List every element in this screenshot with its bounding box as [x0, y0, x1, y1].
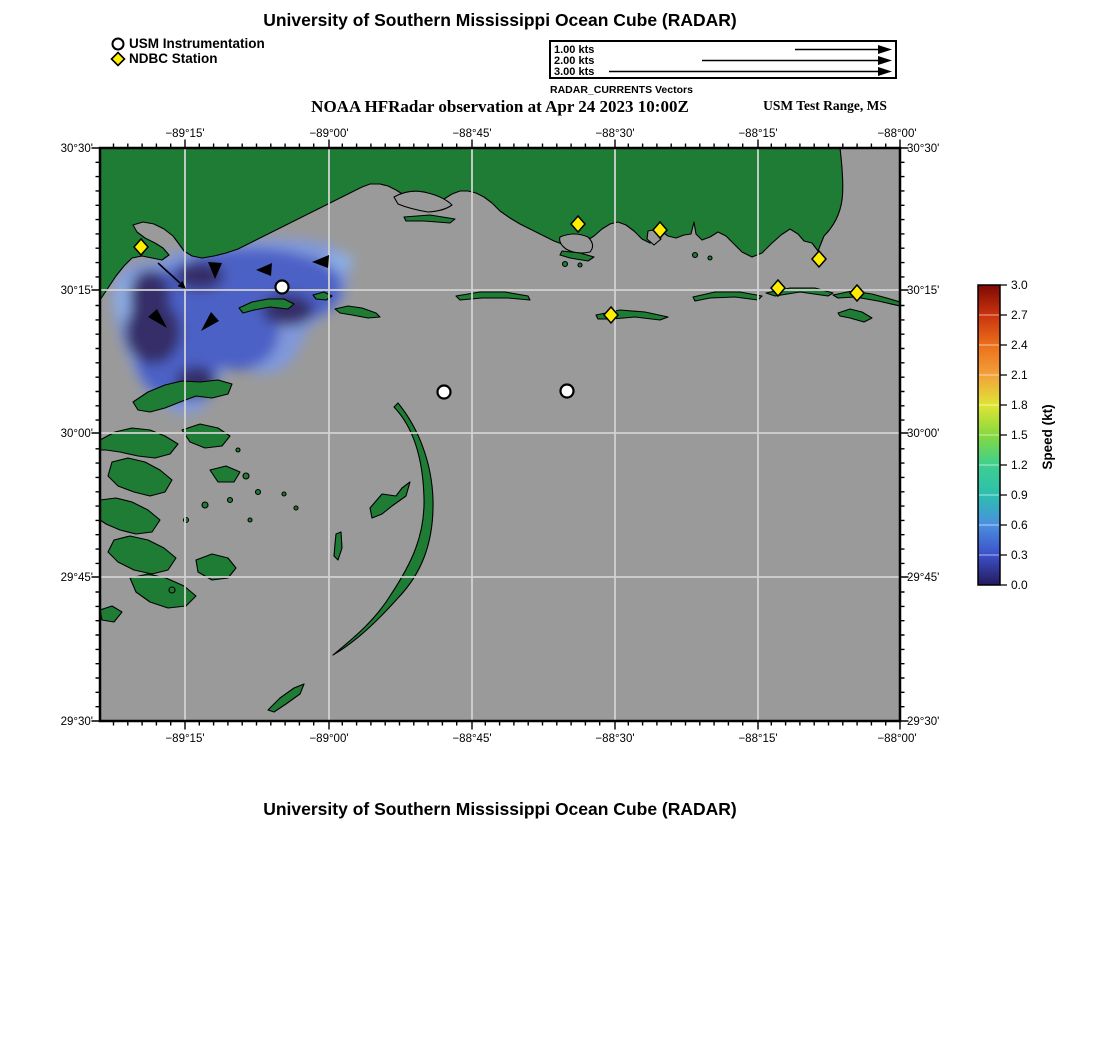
marker-legend — [110, 36, 265, 66]
vector-scale-arrows — [551, 42, 895, 77]
lat-label-left: 30°00' — [60, 428, 93, 440]
colorbar-tick-label: 0.9 — [1011, 488, 1028, 502]
vector-label-2: 2.00 kts — [554, 55, 595, 67]
bottom-title: University of Southern Mississippi Ocean Cube (RADAR) — [263, 799, 737, 819]
lat-label-left: 30°30' — [60, 143, 93, 155]
lat-label-left: 30°15' — [60, 285, 93, 297]
arrowhead-2kt-icon — [878, 56, 892, 65]
page-title: University of Southern Mississippi Ocean Cube (RADAR) — [263, 10, 737, 30]
colorbar-tick-label: 2.7 — [1011, 308, 1028, 322]
lon-label-top: −88°45' — [452, 128, 492, 140]
lat-label-left: 29°45' — [60, 572, 93, 584]
arrowhead-3kt-icon — [878, 67, 892, 76]
ndbc-diamond-icon — [110, 51, 126, 67]
colorbar — [978, 278, 1055, 592]
colorbar-tick-label: 0.3 — [1011, 548, 1028, 562]
arrowhead-1kt-icon — [878, 45, 892, 54]
lon-label-bottom: −89°15' — [165, 733, 205, 745]
colorbar-tick-labels — [1011, 278, 1028, 592]
lon-label-top: −89°00' — [309, 128, 349, 140]
lon-label-top: −88°15' — [738, 128, 778, 140]
lon-label-bottom: −88°15' — [738, 733, 778, 745]
colorbar-tick-label: 0.6 — [1011, 518, 1028, 532]
vector-scale-legend — [549, 40, 897, 79]
colorbar-tick-label: 1.8 — [1011, 398, 1028, 412]
lat-label-left: 29°30' — [60, 716, 93, 728]
lon-label-bottom: −88°00' — [877, 733, 917, 745]
lat-label-right: 30°30' — [907, 143, 940, 155]
colorbar-axis-label: Speed (kt) — [1040, 404, 1055, 470]
lon-label-top: −88°00' — [877, 128, 917, 140]
usm-instrumentation-marker — [276, 281, 289, 294]
lon-label-bottom: −89°00' — [309, 733, 349, 745]
lon-label-top: −89°15' — [165, 128, 205, 140]
lon-label-bottom: −88°45' — [452, 733, 492, 745]
legend-usm-label: USM Instrumentation — [129, 36, 265, 51]
vector-label-1: 1.00 kts — [554, 44, 595, 56]
observation-subtitle: NOAA HFRadar observation at Apr 24 2023 10:00Z — [311, 97, 689, 116]
legend-ndbc-label: NDBC Station — [129, 51, 218, 66]
map-figure — [0, 120, 1100, 780]
colorbar-tick-label: 1.5 — [1011, 428, 1028, 442]
usm-circle-icon — [110, 36, 126, 52]
vector-legend-caption: RADAR_CURRENTS Vectors — [550, 84, 693, 96]
legend-row-ndbc — [110, 51, 265, 66]
colorbar-tick-label: 2.1 — [1011, 368, 1028, 382]
lon-label-top: −88°30' — [595, 128, 635, 140]
lat-label-right: 29°30' — [907, 716, 940, 728]
legend-row-usm — [110, 36, 265, 51]
usm-instrumentation-marker — [561, 385, 574, 398]
lon-label-bottom: −88°30' — [595, 733, 635, 745]
lat-label-right: 30°00' — [907, 428, 940, 440]
colorbar-tick-label: 0.0 — [1011, 578, 1028, 592]
usm-instrumentation-marker — [438, 386, 451, 399]
region-label: USM Test Range, MS — [763, 98, 887, 113]
lat-label-right: 29°45' — [907, 572, 940, 584]
colorbar-tick-label: 2.4 — [1011, 338, 1028, 352]
colorbar-tick-marks — [1000, 285, 1007, 585]
vector-label-3: 3.00 kts — [554, 66, 595, 77]
colorbar-tick-label: 3.0 — [1011, 278, 1028, 292]
lat-label-right: 30°15' — [907, 285, 940, 297]
colorbar-tick-label: 1.2 — [1011, 458, 1028, 472]
